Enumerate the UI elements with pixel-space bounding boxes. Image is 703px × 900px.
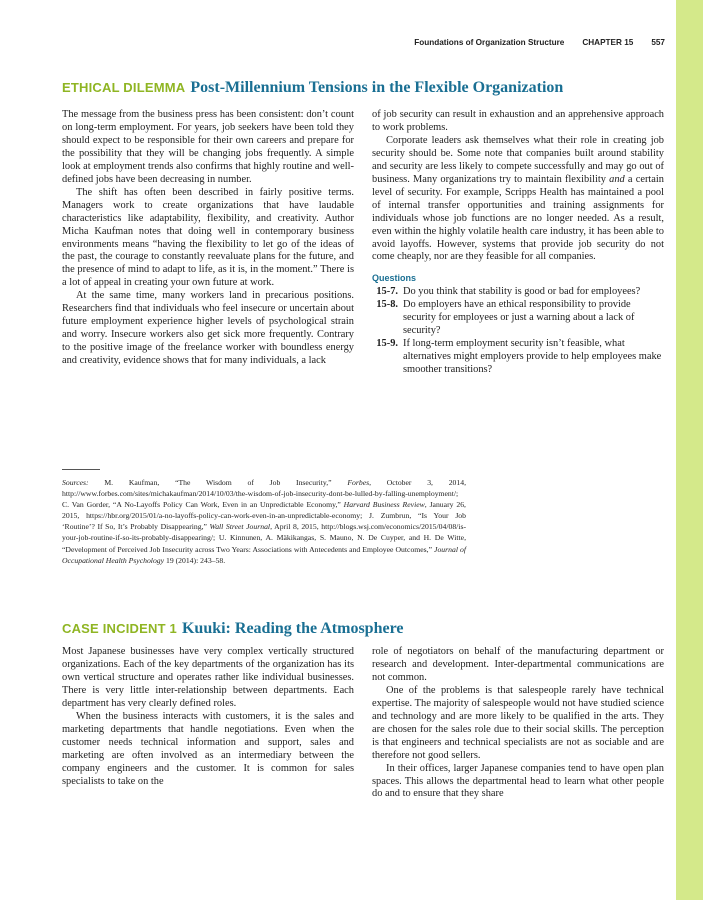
section-title: Kuuki: Reading the Atmosphere — [181, 620, 404, 637]
paragraph: The shift has often been described in fairly positive terms. Managers work to create organizations that have laudable characteristics like adaptability, flexibility, and creativity. Author Micha Kaufman notes that doing well in contemporary business environments means “having the flexibility to let go of the ideas of the past, the courage to constantly reevaluate plans for the future, and the presence of mind to adapt to life, as it is, in the moment.” There is a lot of appeal in creating your own future at work. — [62, 186, 354, 289]
section-label: CASE INCIDENT 1 — [62, 621, 177, 636]
question-item — [372, 338, 664, 377]
question-item — [372, 286, 664, 299]
question-number: 15-8. — [376, 299, 398, 311]
section-label: ETHICAL DILEMMA — [62, 80, 186, 95]
paragraph: role of negotiators on behalf of the manufacturing department or research and development. Inter-departmental communications are not common. — [372, 646, 664, 683]
publication: Wall Street Journal — [209, 522, 271, 532]
paragraph: In their offices, larger Japanese companies tend to have open plan spaces. This allows the departmental head to learn what other people do and to ensure that they share — [372, 762, 664, 800]
paragraph — [372, 135, 664, 265]
question-item — [372, 299, 664, 338]
text-run: M. Kaufman, “The Wisdom of Job Insecurity,” — [88, 478, 348, 487]
sources-label: Sources: — [62, 478, 89, 487]
case-incident-right-column — [372, 646, 664, 801]
emphasis: and — [609, 173, 625, 185]
footnote-divider — [62, 469, 100, 470]
page-number: 557 — [651, 38, 665, 47]
publication: Forbes — [347, 478, 370, 487]
publication: Harvard Business Review — [343, 500, 425, 510]
ethical-dilemma-right-column — [372, 109, 664, 377]
paragraph: At the same time, many workers land in precarious positions. Researchers find that individuals who feel insecure or uncertain about future employment experience higher levels of psychological strain and worry. Insecure workers also get sick more frequently. Contrary to the positive image of the freelance worker with boundless energy and creativity, evidence shows that for many individuals, a lack — [62, 290, 354, 367]
ethical-dilemma-heading — [62, 79, 563, 97]
question-text: If long-term employment security isn’t feasible, what alternatives might employers provide to help employees make smoother transitions? — [403, 338, 662, 376]
case-incident-heading — [62, 620, 403, 638]
running-header — [360, 38, 665, 52]
text-run: , January 26, 2015, https://hbr.org/2015/01/a-no-layoffs-policy-can-work-even-in-an-unpredictable-economy; J. Zumbrun, “Is Your Job ‘Routine’? If So, It’s Probably Disappearing,” — [62, 500, 466, 532]
paragraph: Most Japanese businesses have very complex vertically structured organizations. Each of the key departments of the organization has its own vertical structure and operates rather like individual businesses. There is very little inter-relationship between departments. Each department has very clearly defined roles. — [62, 646, 354, 709]
paragraph: of job security can result in exhaustion and an apprehensive approach to work problems. — [372, 109, 664, 133]
sources-note — [62, 477, 466, 566]
question-number: 15-7. — [376, 286, 398, 298]
question-text: Do employers have an ethical responsibility to provide security for employees or just a warning about a lack of security? — [403, 299, 635, 337]
question-text: Do you think that stability is good or bad for employees? — [403, 286, 641, 298]
chapter-label: CHAPTER 15 — [582, 38, 634, 47]
text-run: 19 (2014): 243–58. — [164, 555, 226, 565]
text-run: , April 8, 2015, http://blogs.wsj.com/economics/2015/04/08/is-your-job-routine-if-so-its-probably-disappearing/; U. Kinnunen, A. Mäkikangas, S. Mauno, N. De Cuyper, and H. De Witte, “Development of Perceived Job Insecurity across Two Years: Associations with Antecedents and Employee Outcomes,” — [62, 522, 466, 554]
case-incident-left-column — [62, 646, 354, 788]
question-number: 15-9. — [376, 338, 398, 350]
paragraph: One of the problems is that salespeople rarely have technical expertise. The majority of salespeople would not have studied science and technology and are more likely to be qualified in the arts. They are chosen for the sales role due to their social skills. The perception is that engineers and technical specialists are not as sociable and are therefore not good sellers. — [372, 684, 664, 761]
text-run: Corporate leaders ask themselves what their role in creating job security should be. Some note that companies built around stability and security are less likely to compete successfully and may go out of business. Many organizations try to maintain flexibility — [372, 134, 664, 185]
text-run: , October 3, 2014, http://www.forbes.com/sites/michakaufman/2014/10/03/the-wisdom-of-job-insecurity-dont-be-lulled-by-falling-unemployment/; C. Van Gorder, “A No-Layoffs Policy Can Work, Even in an Unpredictable Economy,” — [62, 478, 467, 510]
paragraph: The message from the business press has been consistent: don’t count on long-term employment. For years, job seekers have been told they should expect to be responsible for their own careers and prepare for the possibility that they will be changing jobs frequently. A simple look at employment trends also confirms that highly routine and well-defined jobs have been decreasing in number. — [62, 109, 354, 185]
running-title: Foundations of Organization Structure — [414, 38, 565, 47]
questions-heading: Questions — [372, 273, 417, 284]
color-tab-band — [676, 0, 703, 900]
publication: Journal of Occupational Health Psychology — [62, 544, 466, 565]
ethical-dilemma-left-column — [62, 109, 354, 368]
text-run: a certain level of security. For example, Scripps Health has maintained a pool of internal transfer opportunities and training assignments for individuals whose job functions are no longer needed. As a result, even within the highly volatile health care industry, it has been able to avoid layoffs. However, systems that provide job security do not come cheaply, nor are they feasible for all companies. — [372, 173, 664, 263]
section-title: Post-Millennium Tensions in the Flexible Organization — [190, 79, 564, 96]
paragraph: When the business interacts with customers, it is the sales and marketing departments that handle negotiations. Even when the customer needs technical information and support, sales and marketing are often involved as an intermediary between the company engineers and the customer. It is common for sales specialists to take on the — [62, 710, 354, 787]
